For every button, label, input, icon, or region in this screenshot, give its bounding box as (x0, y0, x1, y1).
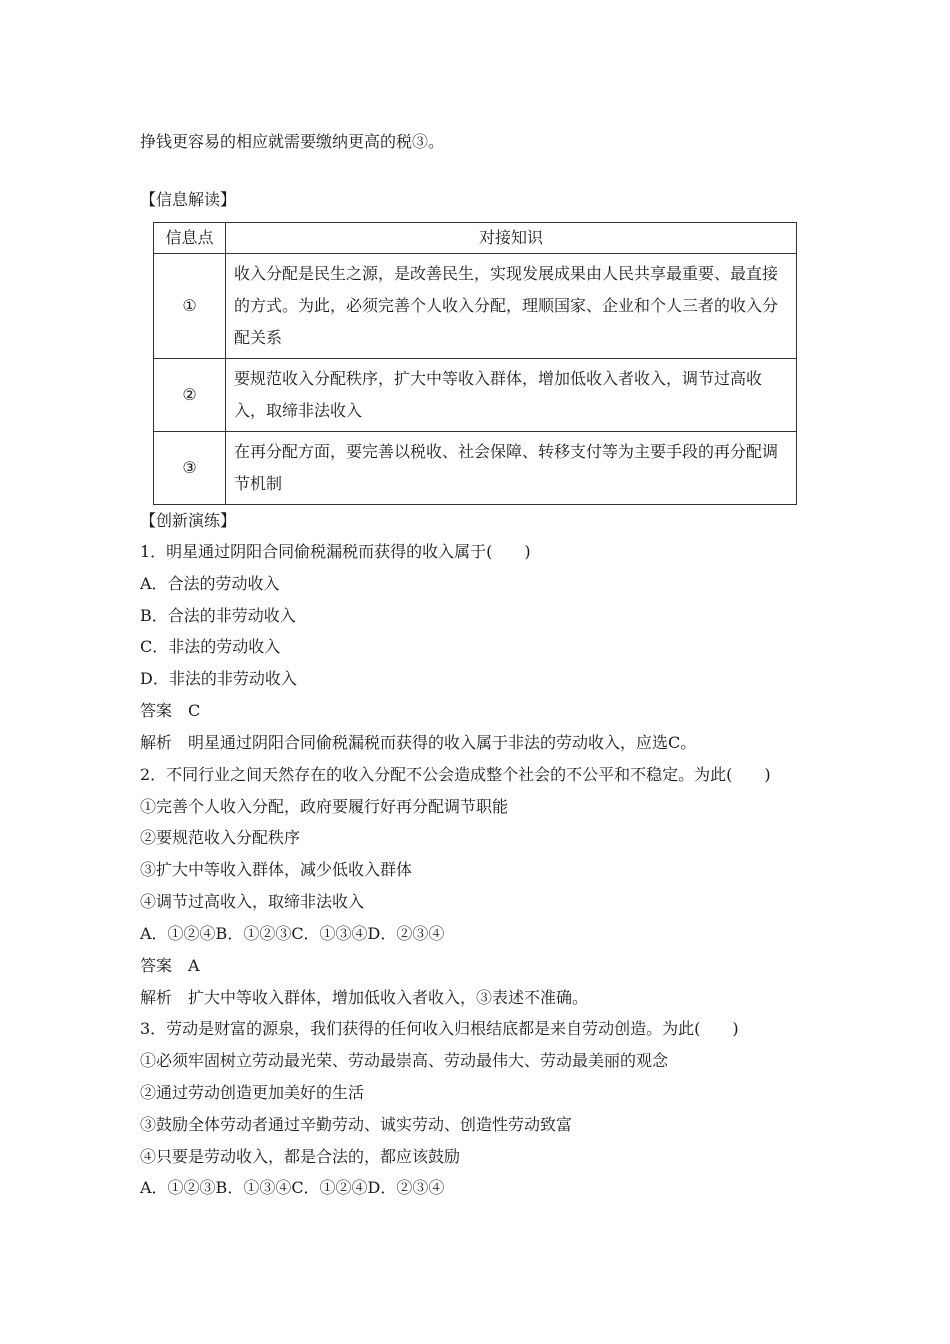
col-header-point: 信息点 (154, 223, 226, 254)
q1-analysis: 解析 明星通过阴阳合同偷税漏税而获得的收入属于非法的劳动收入，应选C。 (140, 733, 697, 752)
q1-option-c: C．非法的劳动收入 (140, 637, 281, 656)
info-section-heading: 【信息解读】 (140, 190, 237, 209)
intro-line: 挣钱更容易的相应就需要缴纳更高的税③。 (140, 132, 445, 151)
q3-options: A．①②③B．①③④C．①②④D．②③④ (140, 1178, 445, 1197)
q2-item-1: ①完善个人收入分配，政府要履行好再分配调节职能 (140, 797, 509, 816)
q2-answer: 答案 A (140, 956, 200, 975)
table-row (154, 432, 797, 505)
q2-item-3: ③扩大中等收入群体，减少低收入群体 (140, 860, 413, 879)
q1-stem: 1．明星通过阴阳合同偷税漏税而获得的收入属于( ) (140, 542, 531, 561)
q2-item-4: ④调节过高收入，取缔非法收入 (140, 892, 365, 911)
col-header-knowledge: 对接知识 (226, 223, 797, 254)
row-text: 收入分配是民生之源，是改善民生，实现发展成果由人民共享最重要、最直接的方式。为此，必须完善个人收入分配，理顺国家、企业和个人三者的收入分配关系 (226, 254, 797, 359)
q3-item-1: ①必须牢固树立劳动最光荣、劳动最崇高、劳动最伟大、劳动最美丽的观念 (140, 1051, 669, 1070)
q2-options: A．①②④B．①②③C．①③④D．②③④ (140, 924, 445, 943)
row-text: 要规范收入分配秩序，扩大中等收入群体，增加低收入者收入，调节过高收入，取缔非法收入 (226, 359, 797, 432)
q1-option-d: D．非法的非劳动收入 (140, 669, 297, 688)
row-point: ① (154, 254, 226, 359)
q1-option-a: A．合法的劳动收入 (140, 574, 280, 593)
info-table (153, 222, 797, 505)
q3-stem: 3．劳动是财富的源泉，我们获得的任何收入归根结底都是来自劳动创造。为此( ) (140, 1019, 739, 1038)
row-point: ② (154, 359, 226, 432)
q2-analysis: 解析 扩大中等收入群体，增加低收入者收入，③表述不准确。 (140, 988, 589, 1007)
q1-option-b: B．合法的非劳动收入 (140, 606, 296, 625)
q2-item-2: ②要规范收入分配秩序 (140, 828, 301, 847)
q3-item-2: ②通过劳动创造更加美好的生活 (140, 1083, 365, 1102)
q3-item-4: ④只要是劳动收入，都是合法的，都应该鼓励 (140, 1147, 461, 1166)
q2-stem: 2．不同行业之间天然存在的收入分配不公会造成整个社会的不公平和不稳定。为此( ) (140, 765, 771, 784)
row-text: 在再分配方面，要完善以税收、社会保障、转移支付等为主要手段的再分配调节机制 (226, 432, 797, 505)
table-header-row (154, 223, 797, 254)
practice-heading: 【创新演练】 (140, 511, 237, 530)
q1-answer: 答案 C (140, 701, 201, 720)
table-row (154, 359, 797, 432)
row-point: ③ (154, 432, 226, 505)
table-row (154, 254, 797, 359)
q3-item-3: ③鼓励全体劳动者通过辛勤劳动、诚实劳动、创造性劳动致富 (140, 1115, 573, 1134)
